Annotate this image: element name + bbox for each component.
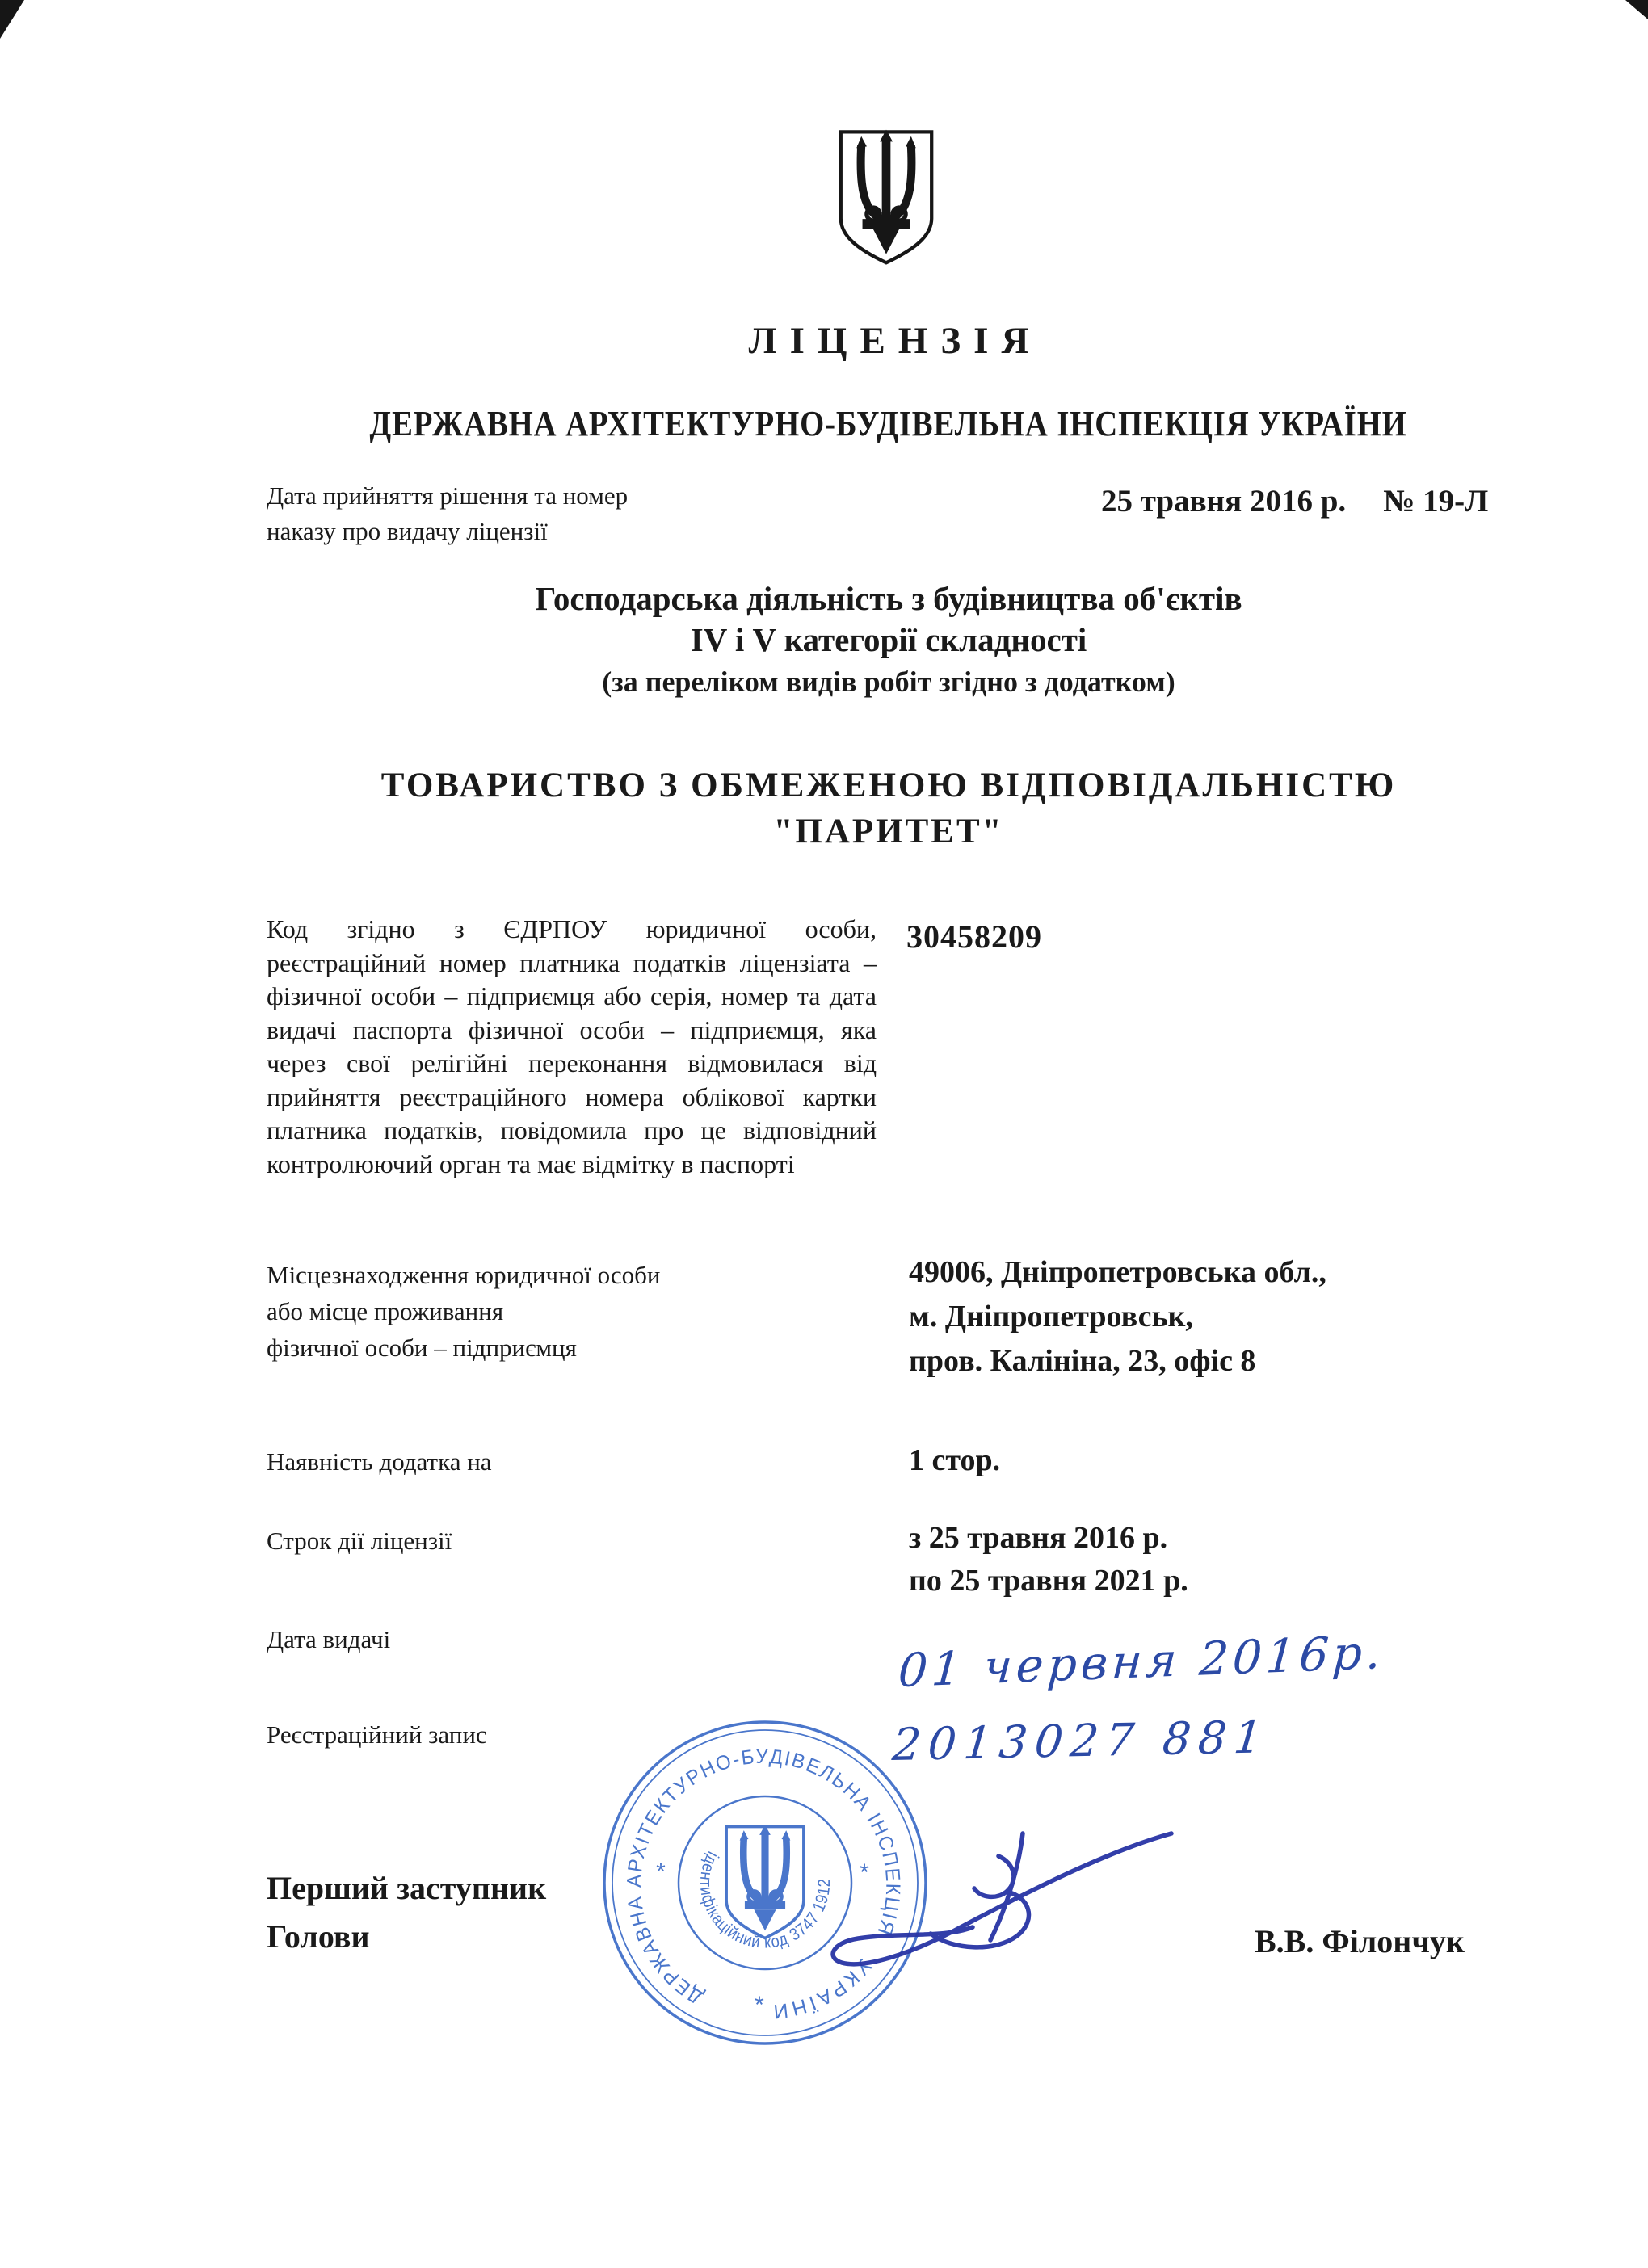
issue-date-handwritten: 01 червня 2016р. <box>896 1625 1387 1699</box>
registration-label: Реєстраційний запис <box>267 1720 487 1749</box>
stamp-separator-bottom: * <box>755 1992 764 2018</box>
term-value: з 25 травня 2016 р. по 25 травня 2021 р. <box>909 1521 1188 1598</box>
activity-line2: IV і V категорії складності <box>690 621 1087 658</box>
location-label: Місцезнаходження юридичної особи або місце проживання фізичної особи – підприємця <box>267 1261 661 1362</box>
signatory-name: В.В. Філончук <box>1255 1923 1465 1959</box>
issue-date-label: Дата видачі <box>267 1625 391 1653</box>
scan-artifact-top-left <box>0 0 24 39</box>
decision-value <box>1101 483 1488 519</box>
stamp-ring-text-top: ДЕРЖАВНА АРХІТЕКТУРНО-БУДІВЕЛЬНА ІНСПЕКЦІЯ <box>622 1745 905 2009</box>
edrpou-value: 30458209 <box>906 918 1042 955</box>
registration-handwritten: 2013027 881 <box>890 1711 1272 1771</box>
signatory-position: Перший заступник Голови <box>267 1870 547 1955</box>
decision-label: Дата прийняття рішення та номер наказу про видачу ліцензії <box>267 481 629 545</box>
scan-artifact-top-right <box>1625 0 1648 19</box>
stamp-trident-icon <box>726 1825 804 1938</box>
annex-label: Наявність додатка на <box>267 1447 492 1476</box>
edrpou-label: Код згідно з ЄДРПОУ юридичної особи, реєстраційний номер платника податків ліцензіата – фізичної особи – підприємця або серія, номер та дата видачі паспорта фізичної особи – підприємця, яка через свої релігійні переконання відмовилася від прийняття реєстраційного номера облікової картки платника податків, повідомила про це відповідний контролюючий орган та має відмітку в паспорті <box>267 914 877 1178</box>
location-value: 49006, Дніпропетровська обл., м. Дніпропетровськ, пров. Калініна, 23, офіс 8 <box>909 1255 1326 1378</box>
stamp-separator-right: * <box>860 1859 869 1886</box>
licensee-name-line1: ТОВАРИСТВО З ОБМЕЖЕНОЮ ВІДПОВІДАЛЬНІСТЮ <box>380 766 1397 804</box>
decision-number: № 19-Л <box>1383 484 1489 519</box>
licensee-block <box>129 762 1648 855</box>
stamp-separator-left: * <box>656 1858 666 1885</box>
document-title: ЛІЦЕНЗІЯ <box>748 320 1042 362</box>
activity-block <box>129 578 1648 703</box>
stamp-inner-text: ідентифікаційний код 3747 1912 <box>696 1848 835 1952</box>
activity-line1: Господарська діяльність з будівництва об'єктів <box>535 580 1242 617</box>
decision-date: 25 травня 2016 р. <box>1101 484 1347 519</box>
licensee-name-line2: "ПАРИТЕТ" <box>773 813 1004 850</box>
term-label: Строк дії ліцензії <box>267 1527 452 1555</box>
stamp-ring-text-bottom: УКРАЇНИ <box>769 1954 877 2023</box>
agency-row <box>129 406 1648 442</box>
agency-name: ДЕРЖАВНА АРХІТЕКТУРНО-БУДІВЕЛЬНА ІНСПЕКЦІЯ УКРАЇНИ <box>369 404 1408 443</box>
ukraine-trident-emblem-icon <box>832 128 940 268</box>
activity-line3: (за переліком видів робіт згідно з додатком) <box>602 666 1175 698</box>
title-row <box>129 322 1648 360</box>
annex-value: 1 стор. <box>909 1443 1001 1477</box>
signature-scribble <box>808 1809 1196 1995</box>
